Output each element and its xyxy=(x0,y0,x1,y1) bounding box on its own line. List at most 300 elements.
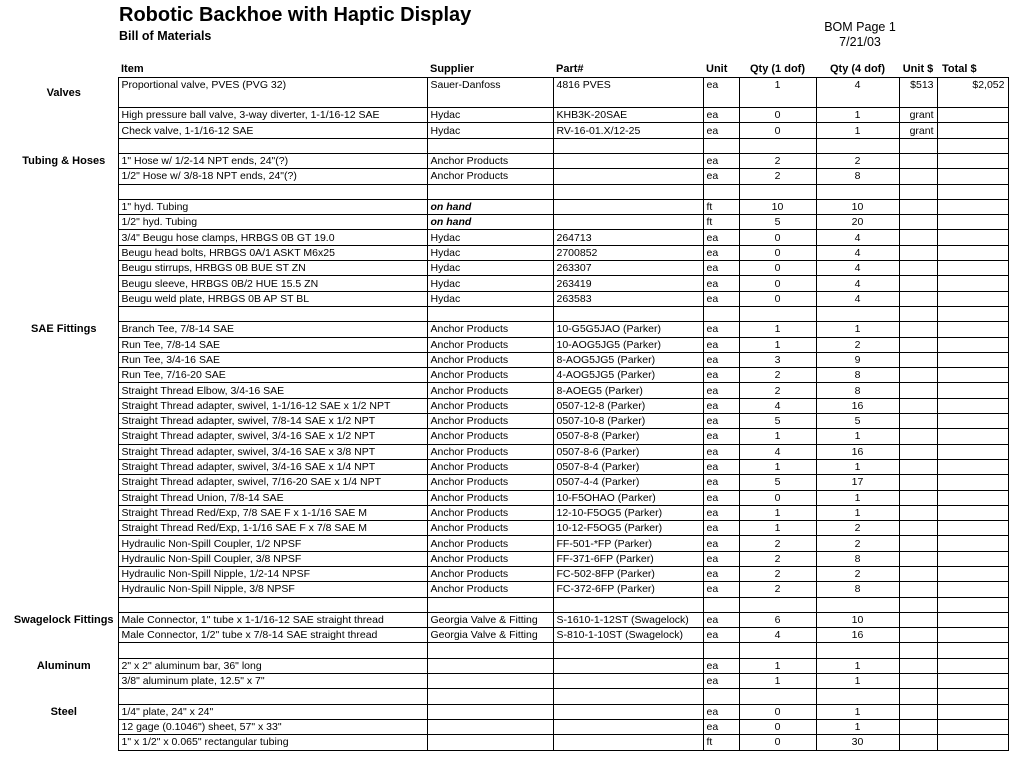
cell-total xyxy=(937,643,1008,658)
table-row xyxy=(0,475,1008,490)
cell-total xyxy=(937,184,1008,199)
cell-qty-1dof: 2 xyxy=(739,536,816,551)
cell-unit: ea xyxy=(703,261,739,276)
cell-qty-1dof: 1 xyxy=(739,658,816,673)
cell-unit: ea xyxy=(703,169,739,184)
cell-qty-1dof xyxy=(739,597,816,612)
cell-unit: ea xyxy=(703,536,739,551)
cell-item xyxy=(118,597,427,612)
cell-unit-price xyxy=(899,261,937,276)
gutter-cell xyxy=(0,184,118,199)
cell-total xyxy=(937,306,1008,321)
cell-total xyxy=(937,444,1008,459)
gutter-header xyxy=(0,62,118,77)
cell-unit-price xyxy=(899,674,937,689)
cell-supplier xyxy=(427,719,553,734)
cell-qty-1dof: 1 xyxy=(739,322,816,337)
gutter-cell xyxy=(0,276,118,291)
cell-item: 1/4" plate, 24" x 24" xyxy=(118,704,427,719)
cell-unit: ea xyxy=(703,674,739,689)
cell-unit-price xyxy=(899,704,937,719)
cell-qty-4dof: 16 xyxy=(816,444,899,459)
table-row xyxy=(0,551,1008,566)
cell-unit-price xyxy=(899,138,937,153)
cell-qty-1dof: 10 xyxy=(739,199,816,214)
cell-unit xyxy=(703,643,739,658)
cell-part xyxy=(553,719,703,734)
cell-unit: ea xyxy=(703,108,739,123)
table-row xyxy=(0,612,1008,627)
gutter-cell xyxy=(0,735,118,750)
cell-qty-1dof: 5 xyxy=(739,414,816,429)
cell-qty-1dof: 1 xyxy=(739,77,816,108)
cell-unit: ea xyxy=(703,551,739,566)
cell-total xyxy=(937,735,1008,750)
cell-supplier: Anchor Products xyxy=(427,551,553,566)
cell-total xyxy=(937,567,1008,582)
cell-item: Male Connector, 1/2" tube x 7/8-14 SAE straight thread xyxy=(118,628,427,643)
cell-item: Beugu sleeve, HRBGS 0B/2 HUE 15.5 ZN xyxy=(118,276,427,291)
cell-item: Straight Thread adapter, swivel, 3/4-16 SAE x 1/4 NPT xyxy=(118,459,427,474)
gutter-cell xyxy=(0,567,118,582)
gutter-cell xyxy=(0,169,118,184)
cell-unit: ea xyxy=(703,658,739,673)
cell-qty-1dof: 4 xyxy=(739,628,816,643)
cell-unit xyxy=(703,184,739,199)
cell-qty-4dof: 4 xyxy=(816,261,899,276)
cell-item: Beugu weld plate, HRBGS 0B AP ST BL xyxy=(118,291,427,306)
cell-supplier: Georgia Valve & Fitting xyxy=(427,612,553,627)
cell-supplier xyxy=(427,597,553,612)
cell-supplier: Anchor Products xyxy=(427,169,553,184)
table-row xyxy=(0,505,1008,520)
cell-total xyxy=(937,138,1008,153)
gutter-cell xyxy=(0,429,118,444)
cell-supplier: Hydac xyxy=(427,108,553,123)
cell-supplier: Anchor Products xyxy=(427,459,553,474)
cell-part xyxy=(553,215,703,230)
cell-part xyxy=(553,735,703,750)
cell-qty-1dof: 4 xyxy=(739,444,816,459)
cell-qty-1dof: 0 xyxy=(739,230,816,245)
cell-qty-4dof xyxy=(816,643,899,658)
table-row xyxy=(0,368,1008,383)
cell-unit-price xyxy=(899,536,937,551)
cell-qty-1dof: 2 xyxy=(739,582,816,597)
cell-unit-price: grant xyxy=(899,123,937,138)
gutter-cell xyxy=(0,536,118,551)
cell-unit-price xyxy=(899,505,937,520)
cell-supplier: Anchor Products xyxy=(427,505,553,520)
cell-unit-price xyxy=(899,490,937,505)
cell-part xyxy=(553,597,703,612)
table-row xyxy=(0,704,1008,719)
cell-qty-4dof xyxy=(816,689,899,704)
gutter-cell xyxy=(0,291,118,306)
cell-total xyxy=(937,459,1008,474)
cell-qty-1dof: 0 xyxy=(739,719,816,734)
col-header-qty-4dof: Qty (4 dof) xyxy=(830,62,885,75)
cell-item: Hydraulic Non-Spill Coupler, 3/8 NPSF xyxy=(118,551,427,566)
table-row xyxy=(0,108,1008,123)
cell-qty-1dof: 0 xyxy=(739,704,816,719)
table-row xyxy=(0,322,1008,337)
cell-supplier: Hydac xyxy=(427,123,553,138)
cell-item xyxy=(118,306,427,321)
cell-supplier: Anchor Products xyxy=(427,414,553,429)
cell-part: 263419 xyxy=(553,276,703,291)
cell-item: Beugu stirrups, HRBGS 0B BUE ST ZN xyxy=(118,261,427,276)
cell-qty-1dof xyxy=(739,184,816,199)
cell-unit-price xyxy=(899,291,937,306)
cell-unit: ea xyxy=(703,245,739,260)
cell-unit: ea xyxy=(703,398,739,413)
cell-supplier: Hydac xyxy=(427,261,553,276)
cell-item: Male Connector, 1" tube x 1-1/16-12 SAE straight thread xyxy=(118,612,427,627)
cell-unit-price xyxy=(899,306,937,321)
cell-item xyxy=(118,689,427,704)
cell-item: 1" x 1/2" x 0.065" rectangular tubing xyxy=(118,735,427,750)
table-row xyxy=(0,199,1008,214)
cell-supplier: Anchor Products xyxy=(427,582,553,597)
cell-part: 10-12-F5OG5 (Parker) xyxy=(553,521,703,536)
bom-date: 7/21/03 xyxy=(839,35,881,49)
gutter-cell xyxy=(0,628,118,643)
cell-supplier: Anchor Products xyxy=(427,322,553,337)
col-header-supplier: Supplier xyxy=(430,62,475,75)
cell-supplier: on hand xyxy=(427,215,553,230)
table-row xyxy=(0,276,1008,291)
cell-supplier: on hand xyxy=(427,199,553,214)
cell-unit-price xyxy=(899,368,937,383)
cell-unit: ea xyxy=(703,368,739,383)
table-row xyxy=(0,291,1008,306)
gutter-cell xyxy=(0,138,118,153)
cell-supplier: Anchor Products xyxy=(427,444,553,459)
gutter-cell xyxy=(0,521,118,536)
column-header-row xyxy=(0,62,1008,77)
cell-qty-1dof xyxy=(739,138,816,153)
cell-qty-1dof: 1 xyxy=(739,429,816,444)
cell-unit-price xyxy=(899,597,937,612)
cell-qty-4dof: 1 xyxy=(816,123,899,138)
cell-qty-4dof: 16 xyxy=(816,628,899,643)
cell-supplier xyxy=(427,704,553,719)
cell-total xyxy=(937,337,1008,352)
table-row xyxy=(0,674,1008,689)
cell-part: 0507-8-8 (Parker) xyxy=(553,429,703,444)
cell-part: 8-AOEG5 (Parker) xyxy=(553,383,703,398)
cell-qty-4dof: 9 xyxy=(816,352,899,367)
cell-item: Straight Thread adapter, swivel, 7/8-14 SAE x 1/2 NPT xyxy=(118,414,427,429)
cell-unit-price xyxy=(899,276,937,291)
cell-qty-1dof: 0 xyxy=(739,123,816,138)
table-row xyxy=(0,490,1008,505)
cell-part: 10-F5OHAO (Parker) xyxy=(553,490,703,505)
cell-unit-price xyxy=(899,383,937,398)
cell-supplier xyxy=(427,689,553,704)
cell-total xyxy=(937,352,1008,367)
gutter-cell xyxy=(0,261,118,276)
cell-unit-price xyxy=(899,551,937,566)
cell-item: Beugu head bolts, HRBGS 0A/1 ASKT M6x25 xyxy=(118,245,427,260)
cell-total xyxy=(937,704,1008,719)
gutter-cell xyxy=(0,230,118,245)
cell-unit-price xyxy=(899,643,937,658)
cell-supplier: Anchor Products xyxy=(427,567,553,582)
cell-part: KHB3K-20SAE xyxy=(553,108,703,123)
cell-total xyxy=(937,276,1008,291)
col-header-unit: Unit xyxy=(706,62,728,75)
cell-part xyxy=(553,704,703,719)
cell-qty-4dof: 5 xyxy=(816,414,899,429)
cell-qty-4dof xyxy=(816,306,899,321)
cell-item: 12 gage (0.1046") sheet, 57" x 33" xyxy=(118,719,427,734)
cell-qty-1dof: 1 xyxy=(739,674,816,689)
cell-supplier: Hydac xyxy=(427,230,553,245)
cell-unit: ea xyxy=(703,153,739,168)
cell-unit: ft xyxy=(703,199,739,214)
cell-part xyxy=(553,658,703,673)
table-row xyxy=(0,735,1008,750)
cell-unit-price xyxy=(899,322,937,337)
cell-unit-price xyxy=(899,719,937,734)
table-row xyxy=(0,719,1008,734)
cell-total xyxy=(937,475,1008,490)
cell-part xyxy=(553,643,703,658)
cell-part xyxy=(553,674,703,689)
cell-supplier xyxy=(427,184,553,199)
cell-unit xyxy=(703,597,739,612)
cell-supplier: Hydac xyxy=(427,276,553,291)
table-row xyxy=(0,230,1008,245)
cell-unit: ea xyxy=(703,77,739,108)
section-label: Tubing & Hoses xyxy=(22,155,106,168)
cell-part: 10-AOG5JG5 (Parker) xyxy=(553,337,703,352)
cell-part xyxy=(553,306,703,321)
cell-total xyxy=(937,215,1008,230)
cell-item: Hydraulic Non-Spill Nipple, 1/2-14 NPSF xyxy=(118,567,427,582)
cell-qty-1dof: 1 xyxy=(739,521,816,536)
gutter-cell xyxy=(0,689,118,704)
cell-qty-4dof: 4 xyxy=(816,230,899,245)
cell-qty-1dof: 0 xyxy=(739,735,816,750)
cell-part: 8-AOG5JG5 (Parker) xyxy=(553,352,703,367)
bom-table xyxy=(0,62,1009,751)
cell-item: Straight Thread Red/Exp, 1-1/16 SAE F x 7/8 SAE M xyxy=(118,521,427,536)
cell-item: Run Tee, 3/4-16 SAE xyxy=(118,352,427,367)
cell-unit-price: $513 xyxy=(899,77,937,108)
cell-unit: ea xyxy=(703,475,739,490)
cell-qty-4dof: 8 xyxy=(816,383,899,398)
col-header-item: Item xyxy=(121,62,144,75)
section-label: Steel xyxy=(50,705,77,718)
gutter-cell xyxy=(0,719,118,734)
cell-item: 1" hyd. Tubing xyxy=(118,199,427,214)
cell-part: 0507-10-8 (Parker) xyxy=(553,414,703,429)
cell-unit-price xyxy=(899,628,937,643)
cell-qty-4dof: 10 xyxy=(816,199,899,214)
gutter-cell xyxy=(0,245,118,260)
gutter-cell xyxy=(0,582,118,597)
cell-total xyxy=(937,719,1008,734)
table-row xyxy=(0,444,1008,459)
cell-qty-4dof: 4 xyxy=(816,245,899,260)
cell-part: FC-372-6FP (Parker) xyxy=(553,582,703,597)
cell-supplier xyxy=(427,674,553,689)
cell-supplier: Anchor Products xyxy=(427,352,553,367)
cell-total xyxy=(937,490,1008,505)
cell-unit: ea xyxy=(703,322,739,337)
gutter-cell xyxy=(0,551,118,566)
cell-unit-price xyxy=(899,245,937,260)
cell-total xyxy=(937,245,1008,260)
cell-qty-4dof: 2 xyxy=(816,337,899,352)
cell-total xyxy=(937,551,1008,566)
cell-supplier: Anchor Products xyxy=(427,475,553,490)
cell-total xyxy=(937,612,1008,627)
cell-supplier: Anchor Products xyxy=(427,490,553,505)
cell-qty-4dof: 20 xyxy=(816,215,899,230)
table-row xyxy=(0,567,1008,582)
cell-unit: ea xyxy=(703,719,739,734)
table-row xyxy=(0,521,1008,536)
cell-qty-4dof: 1 xyxy=(816,658,899,673)
cell-part: 4-AOG5JG5 (Parker) xyxy=(553,368,703,383)
cell-qty-1dof: 2 xyxy=(739,169,816,184)
cell-unit-price xyxy=(899,230,937,245)
cell-qty-4dof: 8 xyxy=(816,551,899,566)
cell-unit-price xyxy=(899,582,937,597)
cell-item: 1" Hose w/ 1/2-14 NPT ends, 24"(?) xyxy=(118,153,427,168)
gutter-cell xyxy=(0,352,118,367)
cell-qty-1dof: 3 xyxy=(739,352,816,367)
cell-total xyxy=(937,521,1008,536)
gutter-cell xyxy=(0,215,118,230)
col-header-part: Part# xyxy=(556,62,584,75)
cell-item: 2" x 2" aluminum bar, 36" long xyxy=(118,658,427,673)
cell-qty-1dof: 5 xyxy=(739,215,816,230)
cell-unit: ea xyxy=(703,414,739,429)
cell-unit: ea xyxy=(703,582,739,597)
gutter-cell xyxy=(0,459,118,474)
cell-qty-1dof: 0 xyxy=(739,276,816,291)
cell-qty-4dof: 2 xyxy=(816,153,899,168)
cell-qty-4dof: 1 xyxy=(816,674,899,689)
cell-part: FF-371-6FP (Parker) xyxy=(553,551,703,566)
cell-total xyxy=(937,230,1008,245)
cell-unit-price xyxy=(899,337,937,352)
cell-item: 3/8" aluminum plate, 12.5" x 7" xyxy=(118,674,427,689)
cell-unit-price xyxy=(899,352,937,367)
cell-unit-price xyxy=(899,567,937,582)
cell-qty-1dof: 1 xyxy=(739,459,816,474)
gutter-cell xyxy=(0,643,118,658)
col-header-unit-price: Unit $ xyxy=(902,62,934,75)
section-label: Aluminum xyxy=(36,659,91,672)
cell-part: S-1610-1-12ST (Swagelock) xyxy=(553,612,703,627)
gutter-cell xyxy=(0,108,118,123)
cell-part: 0507-4-4 (Parker) xyxy=(553,475,703,490)
cell-unit-price xyxy=(899,169,937,184)
cell-part: 4816 PVES xyxy=(553,77,703,108)
cell-unit-price xyxy=(899,475,937,490)
cell-item xyxy=(118,138,427,153)
cell-item: Straight Thread Red/Exp, 7/8 SAE F x 1-1/16 SAE M xyxy=(118,505,427,520)
cell-supplier: Georgia Valve & Fitting xyxy=(427,628,553,643)
cell-qty-4dof: 10 xyxy=(816,612,899,627)
table-row xyxy=(0,536,1008,551)
cell-part: 263583 xyxy=(553,291,703,306)
cell-qty-4dof: 8 xyxy=(816,582,899,597)
cell-item: Run Tee, 7/8-14 SAE xyxy=(118,337,427,352)
cell-unit-price xyxy=(899,215,937,230)
cell-supplier xyxy=(427,658,553,673)
cell-total xyxy=(937,689,1008,704)
cell-qty-4dof: 2 xyxy=(816,536,899,551)
cell-part: 0507-8-6 (Parker) xyxy=(553,444,703,459)
cell-item: 1/2" hyd. Tubing xyxy=(118,215,427,230)
cell-qty-4dof: 2 xyxy=(816,521,899,536)
cell-item: Straight Thread adapter, swivel, 7/16-20 SAE x 1/4 NPT xyxy=(118,475,427,490)
cell-part xyxy=(553,138,703,153)
cell-total xyxy=(937,169,1008,184)
cell-part: 10-G5G5JAO (Parker) xyxy=(553,322,703,337)
table-row xyxy=(0,414,1008,429)
cell-unit-price xyxy=(899,444,937,459)
cell-part: 0507-12-8 (Parker) xyxy=(553,398,703,413)
col-header-qty-1dof: Qty (1 dof) xyxy=(750,62,805,75)
table-row xyxy=(0,77,1008,108)
cell-part: S-810-1-10ST (Swagelock) xyxy=(553,628,703,643)
cell-qty-4dof: 8 xyxy=(816,368,899,383)
cell-part: 2700852 xyxy=(553,245,703,260)
table-row xyxy=(0,352,1008,367)
table-row xyxy=(0,658,1008,673)
cell-qty-4dof xyxy=(816,597,899,612)
cell-unit-price xyxy=(899,199,937,214)
gutter-cell xyxy=(0,199,118,214)
cell-qty-1dof: 6 xyxy=(739,612,816,627)
spacer-row xyxy=(0,643,1008,658)
cell-item xyxy=(118,643,427,658)
cell-total xyxy=(937,398,1008,413)
cell-unit: ea xyxy=(703,337,739,352)
table-row xyxy=(0,261,1008,276)
cell-qty-4dof: 17 xyxy=(816,475,899,490)
cell-qty-1dof: 0 xyxy=(739,261,816,276)
cell-qty-1dof: 2 xyxy=(739,368,816,383)
cell-qty-1dof: 2 xyxy=(739,153,816,168)
cell-supplier: Anchor Products xyxy=(427,398,553,413)
cell-total xyxy=(937,597,1008,612)
cell-supplier: Anchor Products xyxy=(427,368,553,383)
gutter-cell xyxy=(0,337,118,352)
cell-qty-1dof: 1 xyxy=(739,337,816,352)
gutter-cell xyxy=(0,597,118,612)
cell-part xyxy=(553,199,703,214)
table-row xyxy=(0,169,1008,184)
cell-total xyxy=(937,383,1008,398)
cell-unit-price: grant xyxy=(899,108,937,123)
cell-item: Branch Tee, 7/8-14 SAE xyxy=(118,322,427,337)
cell-total xyxy=(937,628,1008,643)
cell-qty-1dof xyxy=(739,689,816,704)
cell-qty-4dof: 1 xyxy=(816,108,899,123)
gutter-cell xyxy=(0,444,118,459)
cell-qty-4dof: 1 xyxy=(816,429,899,444)
cell-unit-price xyxy=(899,429,937,444)
